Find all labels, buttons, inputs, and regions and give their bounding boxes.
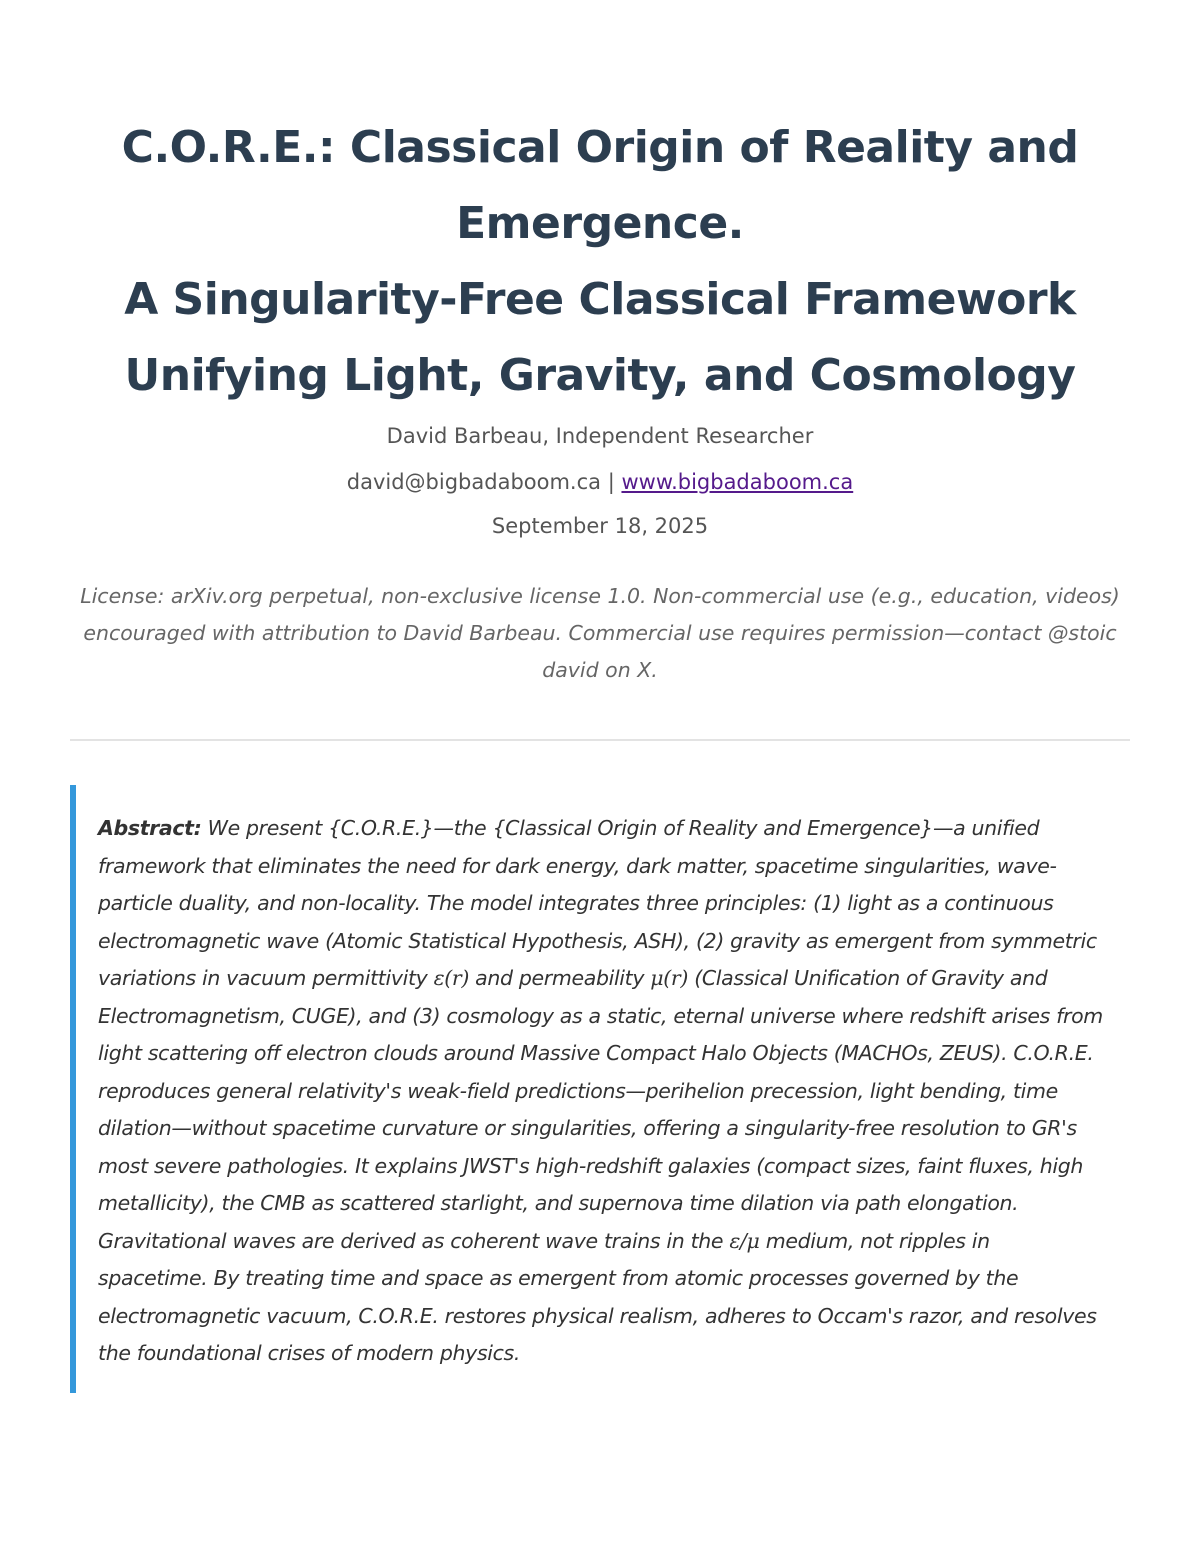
abstract-text-run: medium, not ripples in bbox=[759, 1228, 990, 1253]
title-block bbox=[80, 110, 1120, 414]
abstract-text-run: and permeability bbox=[469, 966, 651, 990]
abstract-block bbox=[70, 785, 1130, 1393]
math-epsilon-over-mu: ε/μ bbox=[729, 1228, 760, 1253]
abstract-text bbox=[98, 810, 1118, 1373]
math-symbol: ε bbox=[433, 966, 445, 990]
contact-separator: | bbox=[601, 470, 622, 494]
title-line: A Singularity-Free Classical Framework bbox=[124, 274, 1076, 325]
math-mu bbox=[650, 966, 688, 990]
abstract-line: particle duality, and non-locality. The model integrates three principles: (1) light as a continuous bbox=[98, 891, 1054, 915]
abstract-line bbox=[98, 810, 1118, 848]
abstract-line: spacetime. By treating time and space as emergent from atomic processes governed by the bbox=[98, 1266, 1019, 1290]
horizontal-divider bbox=[70, 739, 1130, 741]
license-line: License: arXiv.org perpetual, non-exclusive license 1.0. Non-commercial use (e.g., education, videos) bbox=[80, 584, 1120, 608]
abstract-line: Electromagnetism, CUGE), and (3) cosmology as a static, eternal universe where redshift arises from bbox=[98, 1003, 1103, 1028]
math-symbol: μ bbox=[650, 966, 664, 990]
math-argument: (r) bbox=[663, 966, 689, 990]
abstract-line: the foundational crises of modern physics. bbox=[98, 1341, 521, 1365]
title-line: Unifying Light, Gravity, and Cosmology bbox=[124, 350, 1076, 401]
website-link[interactable]: www.bigbadaboom.ca bbox=[621, 470, 854, 494]
publication-date: September 18, 2025 bbox=[491, 514, 709, 538]
abstract-line: light scattering off electron clouds around Massive Compact Halo Objects (MACHOs, ZEUS). C.O.R.E. bbox=[98, 1041, 1094, 1065]
abstract-line: dilation—without spacetime curvature or singularities, offering a singularity-free resolution to GR's bbox=[98, 1116, 1077, 1140]
license-line: david on X. bbox=[542, 658, 658, 682]
abstract-line: framework that eliminates the need for dark energy, dark matter, spacetime singularities, wave- bbox=[98, 853, 1057, 878]
abstract-text-run: variations in vacuum permittivity bbox=[98, 966, 434, 990]
abstract-text-run: (Classical Unification of Gravity and bbox=[688, 966, 1048, 990]
author-line: David Barbeau, Independent Researcher bbox=[386, 424, 814, 448]
abstract-line: electromagnetic wave (Atomic Statistical Hypothesis, ASH), (2) gravity as emergent from symmetric bbox=[98, 928, 1097, 953]
abstract-text-run: We present {C.O.R.E.}—the {Classical Origin of Reality and Emergence}—a unified bbox=[201, 816, 1040, 840]
abstract-text-run: Gravitational waves are derived as coherent wave trains in the bbox=[98, 1228, 730, 1253]
abstract-label: Abstract: bbox=[98, 816, 202, 840]
abstract-line bbox=[98, 960, 1118, 998]
abstract-line: metallicity), the CMB as scattered starlight, and supernova time dilation via path elongation. bbox=[98, 1191, 1019, 1215]
abstract-line: most severe pathologies. It explains JWST's high-redshift galaxies (compact sizes, faint fluxes, high bbox=[98, 1153, 1084, 1178]
abstract-line: electromagnetic vacuum, C.O.R.E. restores physical realism, adheres to Occam's razor, and resolves bbox=[98, 1303, 1097, 1328]
title-line: Emergence. bbox=[456, 198, 744, 249]
abstract-line: reproduces general relativity's weak-field predictions—perihelion precession, light bending, time bbox=[98, 1078, 1058, 1103]
title-line: C.O.R.E.: Classical Origin of Reality and bbox=[121, 122, 1079, 173]
author-email: david@bigbadaboom.ca bbox=[346, 470, 602, 494]
abstract-line bbox=[98, 1223, 1118, 1261]
math-argument: (r) bbox=[444, 966, 469, 990]
contact-line bbox=[80, 470, 1120, 494]
math-epsilon bbox=[434, 966, 469, 990]
license-notice bbox=[80, 578, 1120, 689]
license-line: encouraged with attribution to David Barbeau. Commercial use requires permission—contact @stoic bbox=[83, 621, 1117, 645]
paper-title bbox=[80, 110, 1120, 414]
